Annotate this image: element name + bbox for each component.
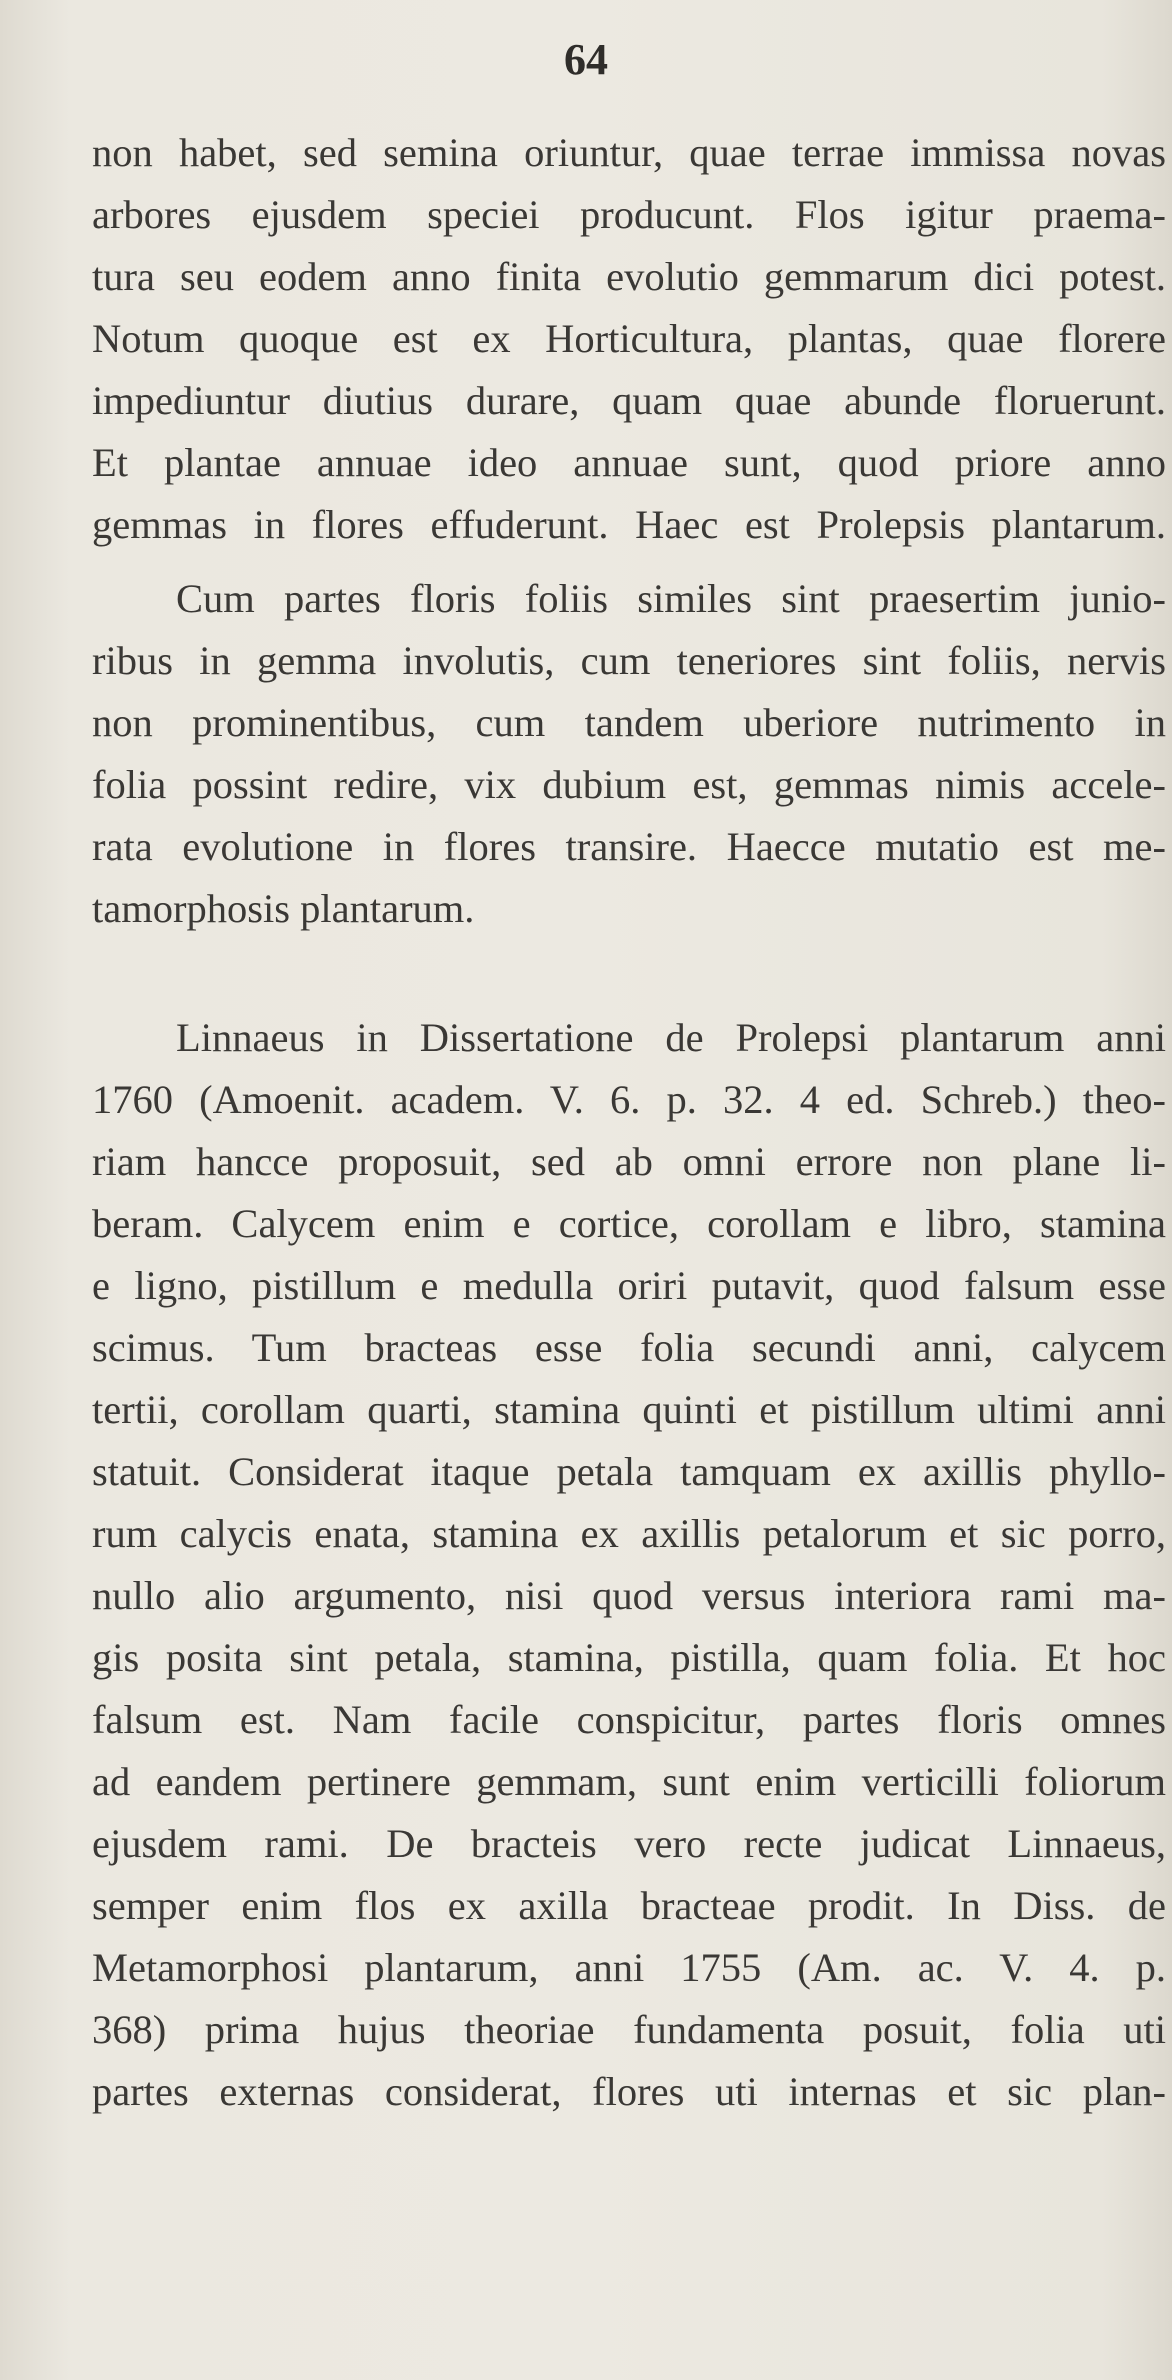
text-line: riam hancce proposuit, sed ab omni errore non plane li- bbox=[92, 1139, 1166, 1184]
text-line: nullo alio argumento, nisi quod versus interiora rami ma- bbox=[92, 1573, 1166, 1618]
text-line: scimus. Tum bracteas esse folia secundi anni, calycem bbox=[92, 1325, 1166, 1370]
text-line: gis posita sint petala, stamina, pistilla, quam folia. Et hoc bbox=[92, 1635, 1166, 1680]
paragraph-prolepsis bbox=[92, 122, 1166, 556]
text-line: ad eandem pertinere gemmam, sunt enim verticilli foliorum bbox=[92, 1759, 1166, 1804]
text-line: partes externas considerat, flores uti internas et sic plan- bbox=[92, 2069, 1166, 2114]
text-line: Notum quoque est ex Horticultura, plantas, quae florere bbox=[92, 316, 1166, 361]
text-line: arbores ejusdem speciei producunt. Flos igitur praema- bbox=[92, 192, 1166, 237]
text-line: impediuntur diutius durare, quam quae abunde floruerunt. bbox=[92, 378, 1166, 423]
text-line: semper enim flos ex axilla bracteae prodit. In Diss. de bbox=[92, 1883, 1166, 1928]
text-line: e ligno, pistillum e medulla oriri putavit, quod falsum esse bbox=[92, 1263, 1166, 1308]
page-number: 64 bbox=[564, 35, 608, 84]
paragraph-metamorphosis bbox=[92, 568, 1166, 940]
text-line: 368) prima hujus theoriae fundamenta posuit, folia uti bbox=[92, 2007, 1166, 2052]
text-line: beram. Calycem enim e cortice, corollam e libro, stamina bbox=[92, 1201, 1166, 1246]
text-line: tura seu eodem anno finita evolutio gemmarum dici potest. bbox=[92, 254, 1166, 299]
text-line: tamorphosis plantarum. bbox=[92, 886, 475, 931]
text-line: Et plantae annuae ideo annuae sunt, quod priore anno bbox=[92, 440, 1166, 485]
text-line: Linnaeus in Dissertatione de Prolepsi plantarum anni bbox=[176, 1015, 1166, 1060]
paragraph-linnaeus bbox=[92, 1007, 1166, 2123]
text-line: non habet, sed semina oriuntur, quae terrae immissa novas bbox=[92, 130, 1166, 175]
text-line: ejusdem rami. De bracteis vero recte judicat Linnaeus, bbox=[92, 1821, 1166, 1866]
text-line: rum calycis enata, stamina ex axillis petalorum et sic porro, bbox=[92, 1511, 1166, 1556]
text-line: statuit. Considerat itaque petala tamquam ex axillis phyllo- bbox=[92, 1449, 1166, 1494]
text-line: gemmas in flores effuderunt. Haec est Prolepsis plantarum. bbox=[92, 502, 1166, 547]
text-line: rata evolutione in flores transire. Haecce mutatio est me- bbox=[92, 824, 1166, 869]
text-line: Metamorphosi plantarum, anni 1755 (Am. ac. V. 4. p. bbox=[92, 1945, 1166, 1990]
text-line: ribus in gemma involutis, cum teneriores sint foliis, nervis bbox=[92, 638, 1166, 683]
text-line: tertii, corollam quarti, stamina quinti et pistillum ultimi anni bbox=[92, 1387, 1166, 1432]
text-line: falsum est. Nam facile conspicitur, partes floris omnes bbox=[92, 1697, 1166, 1742]
text-line: Cum partes floris foliis similes sint praesertim junio- bbox=[176, 576, 1166, 621]
text-line: 1760 (Amoenit. academ. V. 6. p. 32. 4 ed. Schreb.) theo- bbox=[92, 1077, 1166, 1122]
text-line: non prominentibus, cum tandem uberiore nutrimento in bbox=[92, 700, 1166, 745]
text-line: folia possint redire, vix dubium est, gemmas nimis accele- bbox=[92, 762, 1166, 807]
